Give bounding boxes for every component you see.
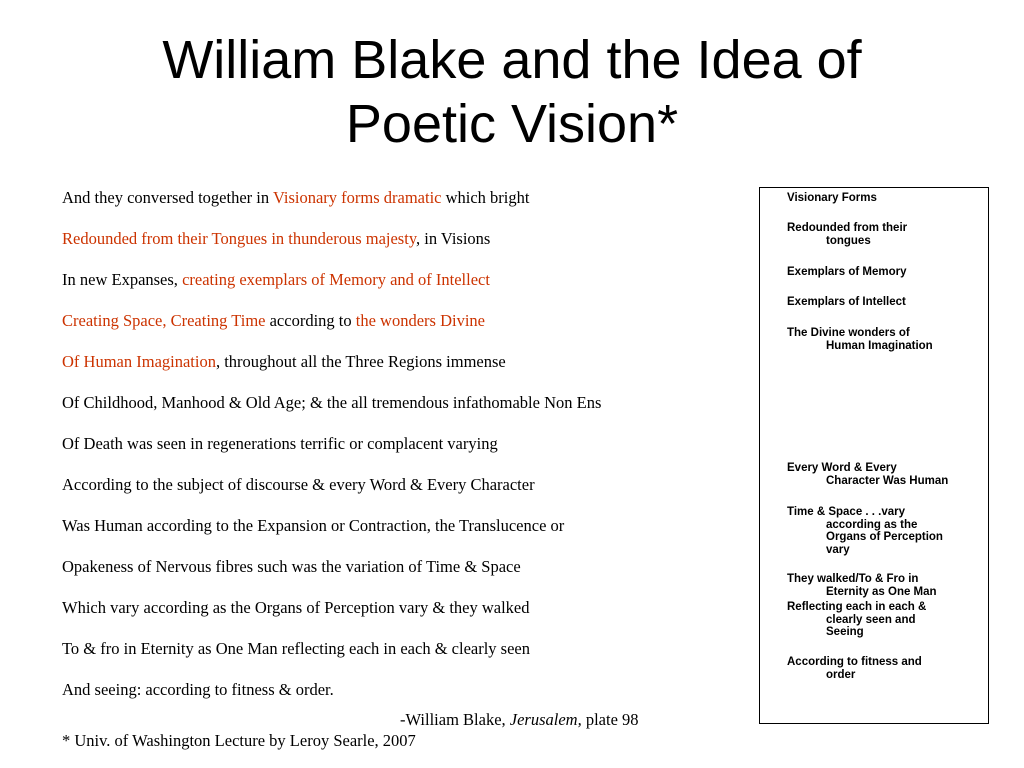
- poem-line: [62, 638, 530, 660]
- poem-text: according to: [265, 311, 356, 330]
- poem-text: , in Visions: [416, 229, 491, 248]
- sidebar-note-continuation: Organs of Perception: [826, 531, 943, 543]
- poem-text: To & fro in Eternity as One Man reflecting each in each & clearly seen: [62, 639, 530, 658]
- poem-line: [62, 269, 490, 291]
- sidebar-note-continuation: tongues: [826, 234, 871, 247]
- poem-text: which bright: [441, 188, 530, 207]
- poem-text: Which vary according as the Organs of Perception vary & they walked: [62, 598, 530, 617]
- sidebar-note-text: Every Word & Every: [787, 462, 897, 474]
- sidebar-note-text: They walked/To & Fro in: [787, 573, 919, 585]
- sidebar-note-continuation: according as the: [826, 518, 918, 531]
- footnote: * Univ. of Washington Lecture by Leroy Searle, 2007: [62, 731, 416, 750]
- poem-line: [62, 474, 535, 496]
- highlighted-phrase: Visionary forms dramatic: [272, 188, 442, 207]
- sidebar-note-continuation: clearly seen and: [826, 613, 916, 626]
- poem-line: [62, 351, 506, 373]
- poem-line: [62, 392, 601, 414]
- sidebar-note-text: Exemplars of Intellect: [787, 296, 906, 308]
- highlighted-phrase: Redounded from their Tongues in thunderous majesty: [62, 229, 416, 248]
- sidebar-notes-box: [759, 187, 989, 724]
- poem-text: And seeing: according to fitness & order.: [62, 680, 334, 699]
- poem-line: [62, 433, 498, 455]
- attribution-prefix: -William Blake,: [400, 710, 510, 729]
- poem-text: In new Expanses,: [62, 270, 183, 289]
- sidebar-note: [787, 266, 977, 279]
- sidebar-note: [787, 573, 977, 598]
- sidebar-note-continuation: Character Was Human: [826, 474, 949, 487]
- highlighted-phrase: creating exemplars of Memory and of Intellect: [182, 270, 490, 289]
- sidebar-note-text: According to fitness and: [787, 656, 922, 668]
- sidebar-note: [787, 327, 977, 352]
- highlighted-phrase: Creating Space, Creating Time: [62, 311, 266, 330]
- sidebar-note: [787, 506, 977, 556]
- highlighted-phrase: Of Human Imagination: [62, 352, 216, 371]
- sidebar-note-continuation: Eternity as One Man: [826, 585, 937, 598]
- highlighted-phrase: the wonders Divine: [355, 311, 485, 330]
- slide-title-line-2: Poetic Vision*: [345, 94, 679, 154]
- slide-title: [0, 28, 1024, 156]
- poem-text: Was Human according to the Expansion or Contraction, the Translucence or: [62, 516, 565, 535]
- sidebar-note-continuation: Seeing: [826, 626, 864, 638]
- sidebar-note: [787, 462, 977, 487]
- sidebar-note: [787, 656, 977, 681]
- sidebar-note: [787, 222, 977, 247]
- poem-line: [62, 597, 530, 619]
- poem-text: According to the subject of discourse & every Word & Every Character: [62, 475, 535, 494]
- poem-line: [62, 515, 564, 537]
- poem-attribution: [400, 709, 639, 731]
- slide-title-line-1: William Blake and the Idea of: [162, 30, 862, 90]
- poem-line: [62, 228, 490, 250]
- sidebar-note-text: Reflecting each in each &: [787, 601, 927, 613]
- sidebar-note-text: Time & Space . . .vary: [787, 506, 906, 518]
- attribution-suffix: plate 98: [581, 710, 639, 729]
- sidebar-note-text: The Divine wonders of: [787, 327, 910, 339]
- sidebar-note-text: Redounded from their: [787, 222, 908, 234]
- poem-line: [62, 679, 334, 701]
- poem-text: Of Childhood, Manhood & Old Age; & the all tremendous infathomable Non Ens: [62, 393, 602, 412]
- poem-text: Opakeness of Nervous fibres such was the variation of Time & Space: [62, 557, 521, 576]
- sidebar-note: [787, 296, 977, 309]
- poem-text: , throughout all the Three Regions immense: [215, 352, 506, 371]
- poem-line: [62, 310, 485, 332]
- attribution-work-title: Jerusalem,: [509, 710, 582, 729]
- poem-text: And they conversed together in: [62, 188, 273, 207]
- poem-text: Of Death was seen in regenerations terrific or complacent varying: [62, 434, 498, 453]
- sidebar-note-continuation: vary: [826, 543, 850, 556]
- poem-line: [62, 187, 529, 209]
- poem-line: [62, 556, 521, 578]
- sidebar-note: [787, 601, 977, 639]
- sidebar-note-continuation: Human Imagination: [826, 339, 933, 352]
- sidebar-note-text: Visionary Forms: [787, 192, 877, 204]
- sidebar-note-text: Exemplars of Memory: [787, 266, 907, 278]
- sidebar-note-continuation: order: [826, 668, 856, 681]
- sidebar-note: [787, 192, 977, 205]
